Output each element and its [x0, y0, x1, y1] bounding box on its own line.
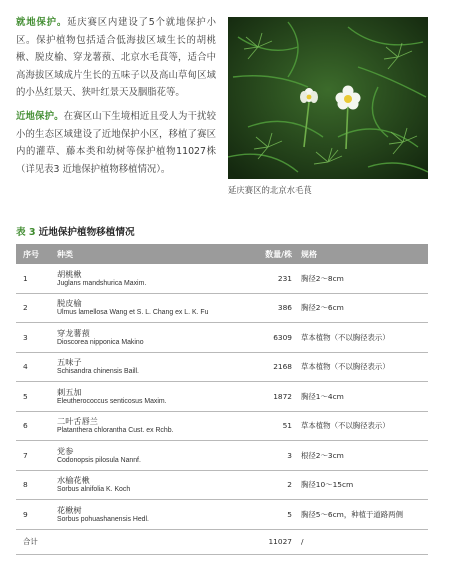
table-row — [16, 412, 428, 442]
table-title-text: 近地保护植物移植情况 — [38, 227, 135, 238]
species-latin: Eleutherococcus senticosus Maxim. — [57, 397, 167, 405]
row-species — [57, 323, 235, 352]
row-size: 胸径5～6cm，种植于道路两侧 — [301, 509, 403, 519]
row-qty: 5 — [287, 509, 292, 519]
species-latin: Platanthera chlorantha Cust. ex Rchb. — [57, 427, 174, 435]
row-size: 草本植物（不以胸径表示） — [301, 332, 390, 342]
row-no: 8 — [23, 480, 28, 490]
species-cn: 党参 — [57, 445, 74, 456]
row-no: 2 — [23, 303, 28, 313]
row-size: 胸径2～8cm — [301, 273, 344, 283]
row-size: 草本植物（不以胸径表示） — [301, 362, 390, 372]
row-qty: 3 — [287, 450, 292, 460]
species-latin: Codonopsis pilosula Nannf. — [57, 456, 141, 464]
row-qty: 386 — [277, 303, 292, 313]
species-latin: Schisandra chinensis Baill. — [57, 368, 139, 376]
species-latin: Juglans mandshurica Maxim. — [57, 279, 147, 287]
row-species — [57, 500, 235, 529]
total-label: 合计 — [23, 537, 38, 546]
species-cn: 水榆花楸 — [57, 475, 90, 486]
row-species — [57, 471, 235, 500]
row-qty: 6309 — [273, 332, 292, 342]
species-latin: Sorbus alnifolia K. Koch — [57, 486, 131, 494]
table-row — [16, 382, 428, 412]
in-situ-text: 延庆赛区内建设了5个就地保护小区。保护植物包括适合低海拔区域生长的胡桃楸、脱皮榆、穿龙薯蓣、北京水毛茛等，适合中高海拔区域成片生长的五味子以及高山草甸区域的小丛红景天、狭叶红景天及胭脂花等。 — [16, 17, 216, 99]
species-latin: Dioscorea nipponica Makino — [57, 338, 144, 346]
species-cn: 胡桃楸 — [57, 268, 82, 279]
header-qty: 数量/株 — [265, 249, 292, 259]
table-row — [16, 471, 428, 501]
row-qty: 51 — [282, 421, 292, 431]
paragraph-in-situ — [16, 14, 216, 102]
row-no: 9 — [23, 509, 28, 519]
table-row — [16, 353, 428, 383]
species-cn: 脱皮榆 — [57, 298, 82, 309]
header-no: 序号 — [23, 249, 39, 259]
row-no: 4 — [23, 362, 28, 372]
transplant-table — [16, 244, 428, 555]
species-cn: 五味子 — [57, 357, 82, 368]
species-latin: Sorbus pohuashanensis Hedl. — [57, 515, 149, 523]
ranunculus-photo — [228, 17, 428, 179]
header-species — [57, 244, 235, 264]
row-no: 7 — [23, 450, 28, 460]
row-size: 胸径2～6cm — [301, 303, 344, 313]
near-site-heading: 近地保护。 — [16, 110, 64, 122]
row-no: 3 — [23, 332, 28, 342]
row-size: 胸径1～4cm — [301, 391, 344, 401]
intro-text — [16, 14, 216, 184]
row-species — [57, 264, 235, 293]
row-qty: 1872 — [273, 391, 292, 401]
table-row — [16, 323, 428, 353]
total-size: / — [301, 537, 304, 546]
table-row — [16, 500, 428, 530]
row-qty: 2168 — [273, 362, 292, 372]
table-number: 表 3 — [16, 227, 36, 238]
table-header-row — [16, 244, 428, 264]
species-cn: 二叶舌唇兰 — [57, 416, 98, 427]
species-cn: 刺五加 — [57, 386, 82, 397]
photo-caption: 延庆赛区的北京水毛茛 — [228, 185, 312, 195]
row-no: 1 — [23, 273, 28, 283]
row-species — [57, 441, 235, 470]
species-cn: 穿龙薯蓣 — [57, 327, 90, 338]
row-no: 5 — [23, 391, 28, 401]
header-species-label: 种类 — [57, 249, 73, 259]
in-situ-heading: 就地保护。 — [16, 17, 68, 28]
table-row — [16, 294, 428, 324]
species-cn: 花楸树 — [57, 504, 82, 515]
row-species — [57, 382, 235, 411]
row-species — [57, 353, 235, 382]
table-total-row — [16, 530, 428, 555]
paragraph-near-site — [16, 108, 216, 178]
row-size: 根径2～3cm — [301, 450, 344, 460]
table-title — [16, 224, 135, 238]
row-size: 草本植物（不以胸径表示） — [301, 421, 390, 431]
row-qty: 2 — [287, 480, 292, 490]
total-qty: 11027 — [268, 537, 292, 546]
row-qty: 231 — [277, 273, 292, 283]
header-size: 规格 — [301, 249, 317, 259]
table-row — [16, 264, 428, 294]
row-species — [57, 294, 235, 323]
table-row — [16, 441, 428, 471]
row-species — [57, 412, 235, 441]
row-size: 胸径10～15cm — [301, 480, 354, 490]
near-site-text: 在赛区山下生境相近且受人为干扰较小的生态区域建设了近地保护小区，移植了赛区内的灌草、藤本类和幼树等保护植物11027株（详见表3 近地保护植物移植情况）。 — [16, 110, 216, 175]
row-no: 6 — [23, 421, 28, 431]
species-latin: Ulmus lamellosa Wang et S. L. Chang ex L. K. Fu — [57, 309, 209, 317]
water-buttercup-image — [228, 17, 428, 179]
